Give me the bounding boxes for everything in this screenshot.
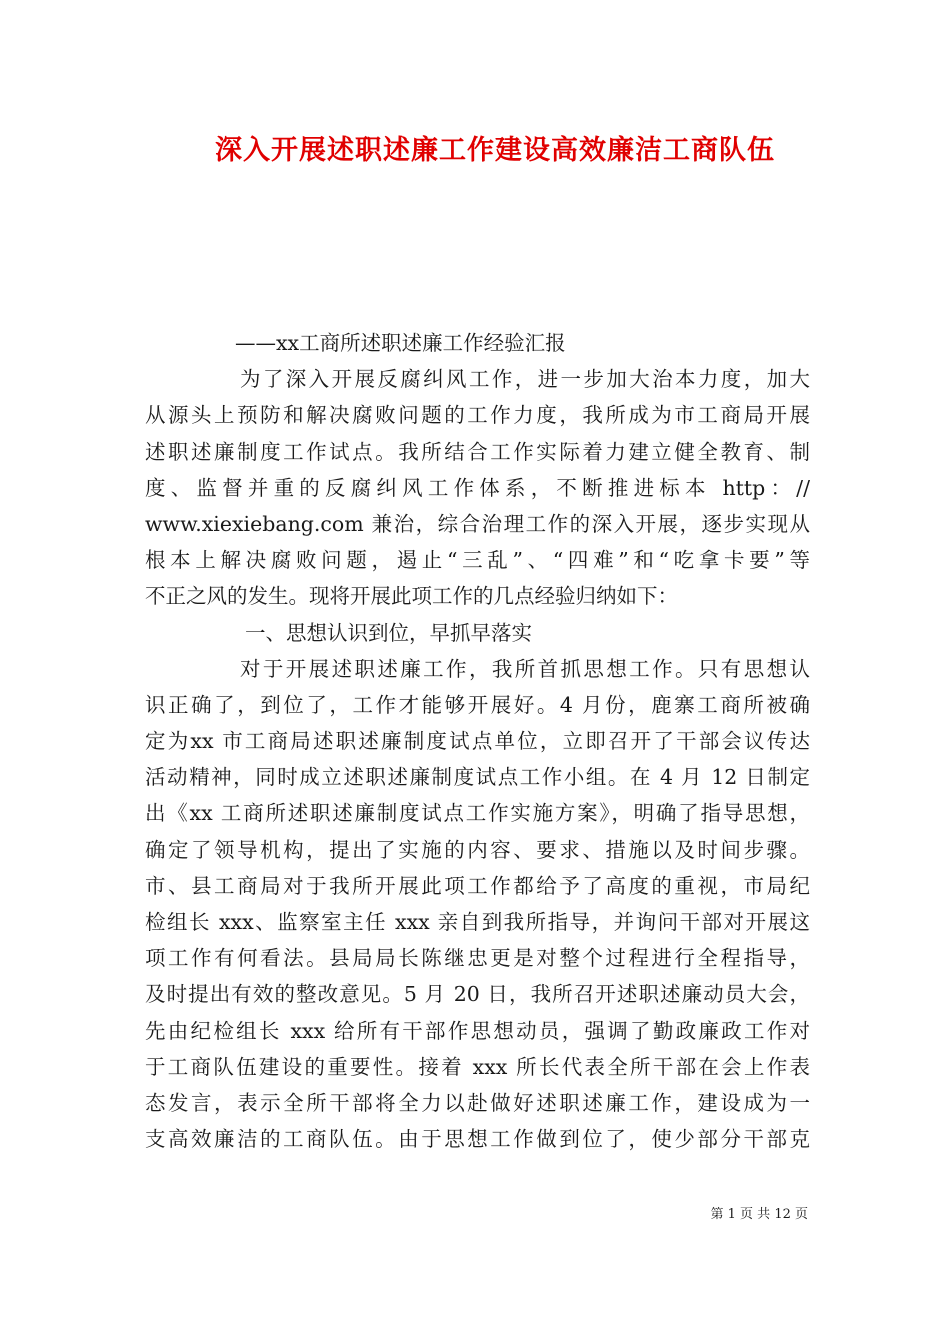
paragraph-line: 述职述廉制度工作试点。我所结合工作实际着力建立健全教育、制 — [145, 439, 810, 464]
paragraph-line: 度、监督并重的反腐纠风工作体系，不断推进标本 http：// — [145, 475, 810, 500]
paragraph-line: 支高效廉洁的工商队伍。由于思想工作做到位了，使少部分干部克 — [145, 1127, 810, 1152]
document-title: 深入开展述职述廉工作建设高效廉洁工商队伍 — [215, 135, 775, 166]
paragraph-line: 识正确了，到位了，工作才能够开展好。4 月份，鹿寨工商所被确 — [145, 692, 810, 717]
paragraph-line: 于工商队伍建设的重要性。接着 xxx 所长代表全所干部在会上作表 — [145, 1054, 810, 1079]
paragraph-line: 活动精神，同时成立述职述廉制度试点工作小组。在 4 月 12 日制定 — [145, 765, 810, 790]
paragraph-line: 为了深入开展反腐纠风工作，进一步加大治本力度，加大 — [240, 367, 810, 392]
paragraph-line: www.xiexiebang.com 兼治，综合治理工作的深入开展，逐步实现从 — [145, 511, 810, 536]
paragraph-line: 态发言，表示全所干部将全力以赴做好述职述廉工作，建设成为一 — [145, 1090, 810, 1115]
paragraph-line: 检组长 xxx、监察室主任 xxx 亲自到我所指导，并询问干部对开展这 — [145, 910, 810, 934]
paragraph-line: 先由纪检组长 xxx 给所有干部作思想动员，强调了勤政廉政工作对 — [145, 1018, 810, 1043]
paragraph-line: 根本上解决腐败问题，遏止“三乱”、“四难”和“吃拿卡要”等 — [145, 548, 810, 573]
paragraph-line: 定为xx 市工商局述职述廉制度试点单位，立即召开了干部会议传达 — [145, 729, 810, 754]
paragraph-line: 从源头上预防和解决腐败问题的工作力度，我所成为市工商局开展 — [145, 403, 810, 428]
paragraph-line: 对于开展述职述廉工作，我所首抓思想工作。只有思想认 — [240, 656, 810, 681]
paragraph-line: 出《xx 工商所述职述廉制度试点工作实施方案》，明确了指导思想， — [145, 801, 810, 826]
document-subtitle: ——xx工商所述职述廉工作经验汇报 — [235, 331, 566, 355]
paragraph-line: 不正之风的发生。现将开展此项工作的几点经验归纳如下： — [145, 584, 678, 609]
paragraph-line: 市、县工商局对于我所开展此项工作都给予了高度的重视，市局纪 — [145, 873, 810, 898]
paragraph-line: 确定了领导机构，提出了实施的内容、要求、措施以及时间步骤。 — [145, 837, 810, 862]
document-body — [145, 325, 810, 1157]
section-heading: 一、思想认识到位，早抓早落实 — [245, 620, 532, 645]
paragraph-line: 及时提出有效的整改意见。5 月 20 日，我所召开述职述廉动员大会， — [145, 982, 810, 1007]
paragraph-line: 项工作有何看法。县局局长陈继忠更是对整个过程进行全程指导， — [145, 946, 810, 971]
page-number: 第 1 页 共 12 页 — [710, 1207, 808, 1222]
